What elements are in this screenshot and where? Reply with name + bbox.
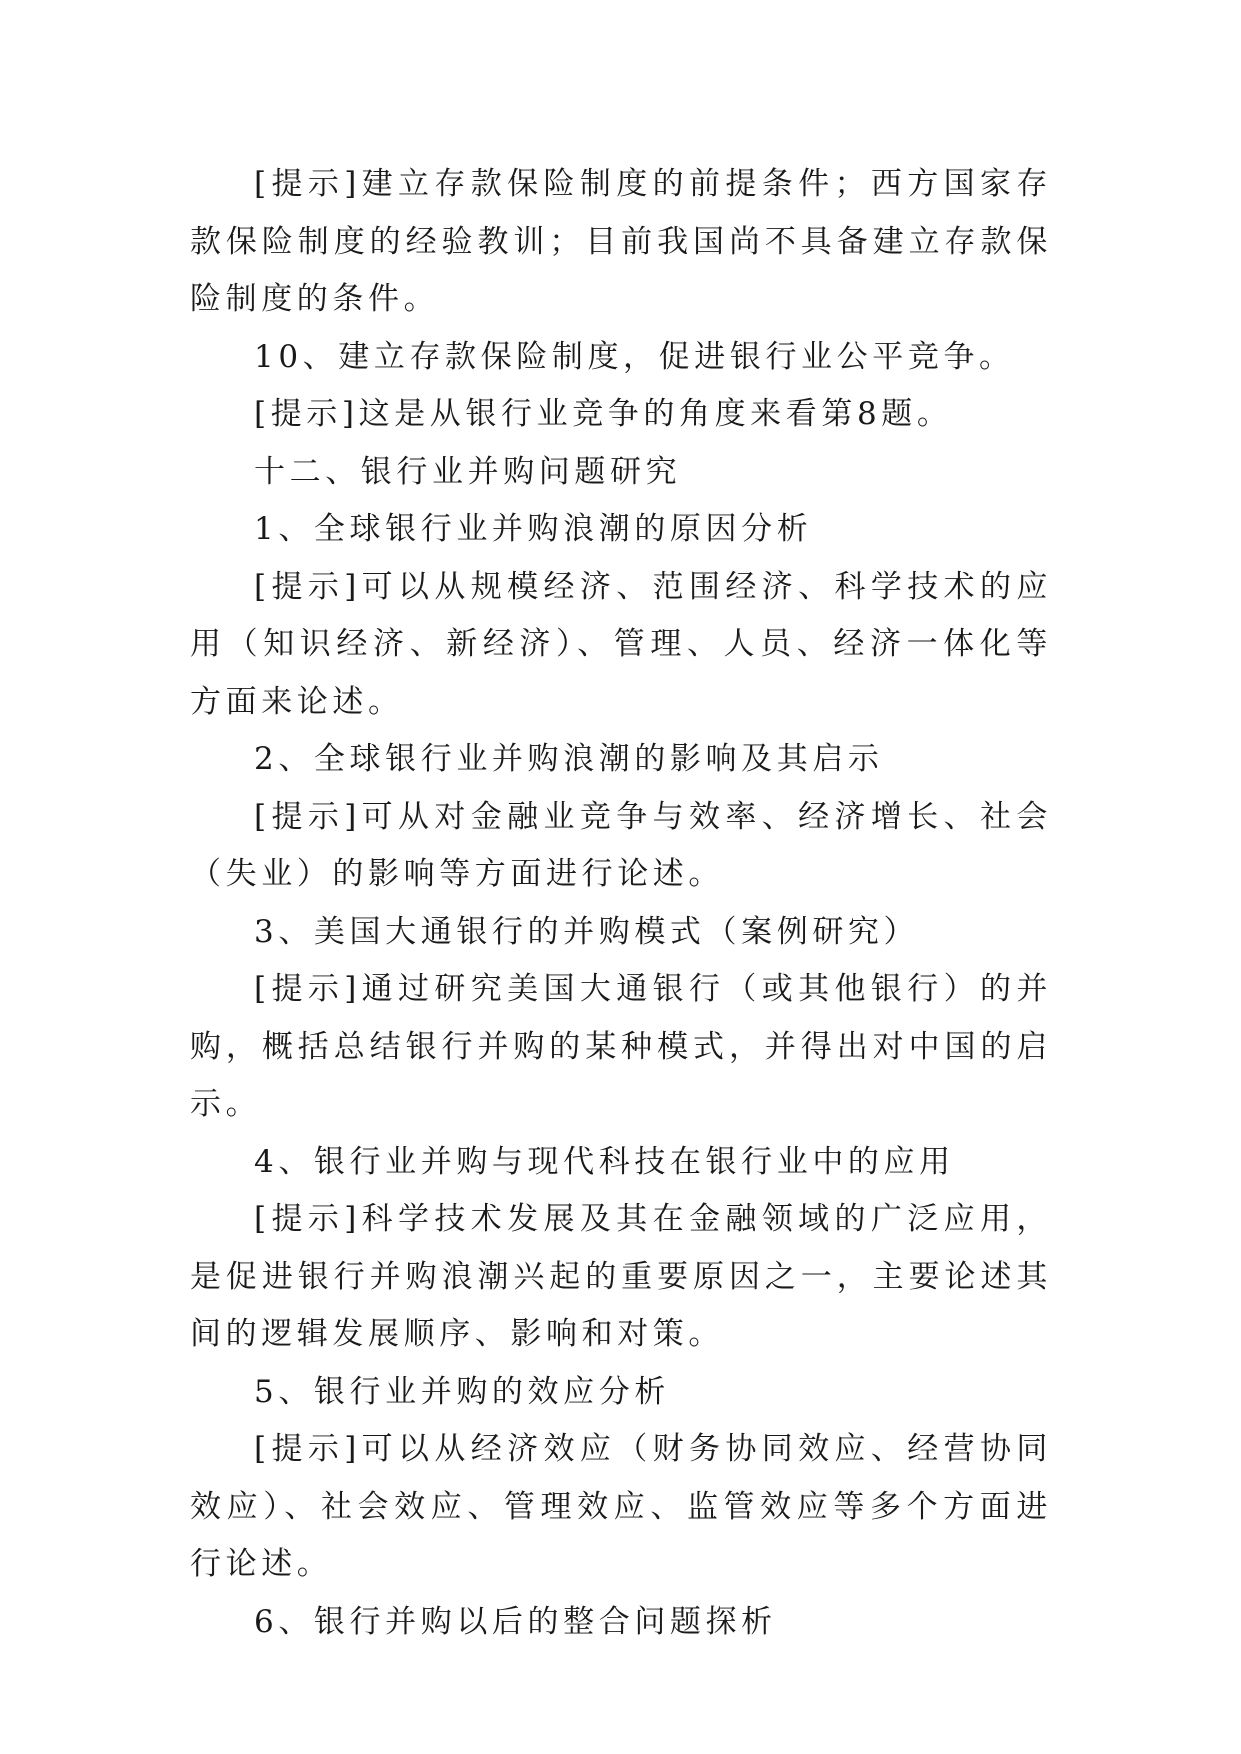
topic-heading: 5、银行业并购的效应分析 [254, 1373, 670, 1410]
topic-heading: 4、银行业并购与现代科技在银行业中的应用 [254, 1143, 955, 1180]
hint-paragraph: [提示]这是从银行业竞争的角度来看第8题。 [254, 396, 953, 432]
topic-heading: 1、全球银行业并购浪潮的原因分析 [254, 511, 813, 547]
topic-heading: 2、全球银行业并购浪潮的影响及其启示 [254, 741, 884, 777]
topic-heading: 10、建立存款保险制度，促进银行业公平竞争。 [254, 338, 1015, 375]
hint-paragraph: [提示]可从对金融业竞争与效率、经济增长、社会（失业）的影响等方面进行论述。 [190, 798, 1052, 892]
hint-paragraph: [提示]可以从经济效应（财务协同效应、经营协同效应）、社会效应、管理效应、监管效应等多个方面进行论述。 [190, 1431, 1052, 1582]
section-heading: 十二、银行业并购问题研究 [254, 453, 682, 490]
hint-paragraph: [提示]可以从规模经济、范围经济、科学技术的应用（知识经济、新经济）、管理、人员、经济一体化等方面来论述。 [190, 568, 1052, 720]
hint-paragraph: [提示]科学技术发展及其在金融领域的广泛应用，是促进银行并购浪潮兴起的重要原因之一，主要论述其间的逻辑发展顺序、影响和对策。 [190, 1201, 1052, 1352]
topic-heading: 3、美国大通银行的并购模式（案例研究） [254, 913, 920, 950]
document-page [190, 156, 1052, 1651]
hint-paragraph: [提示]建立存款保险制度的前提条件；西方国家存款保险制度的经验教训；目前我国尚不具备建立存款保险制度的条件。 [190, 166, 1052, 317]
hint-paragraph: [提示]通过研究美国大通银行（或其他银行）的并购，概括总结银行并购的某种模式，并得出对中国的启示。 [190, 971, 1052, 1122]
topic-heading: 6、银行并购以后的整合问题探析 [254, 1603, 777, 1640]
